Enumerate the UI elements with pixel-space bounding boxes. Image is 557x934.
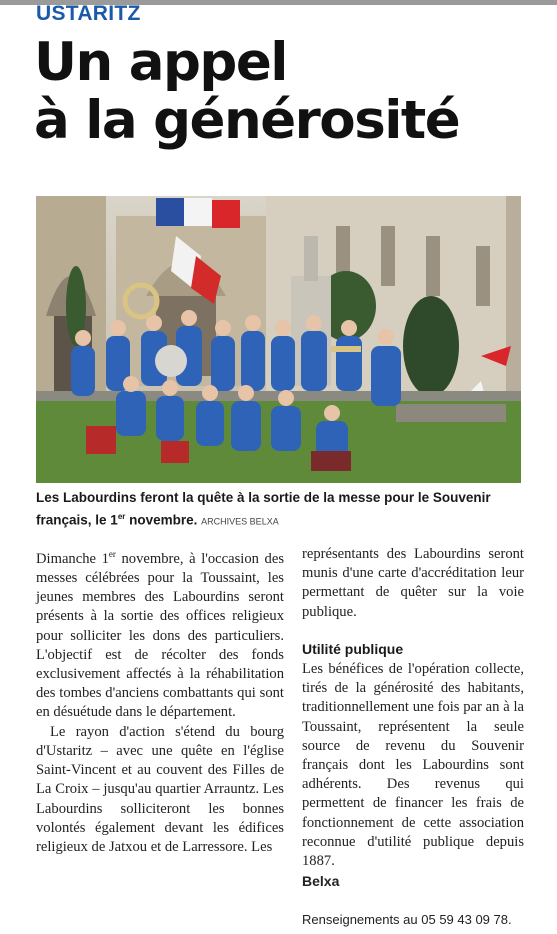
caption-text-end: novembre. bbox=[125, 512, 198, 528]
headline bbox=[34, 34, 534, 150]
p1-start: Dimanche 1 bbox=[36, 550, 109, 567]
subheading: Utilité publique bbox=[302, 640, 404, 657]
headline-line-2: à la générosité bbox=[34, 90, 460, 151]
paragraph-2: Le rayon d'action s'étend du bourg d'Ustaritz – avec une quête en l'église Saint-Vincent et au couvent des Filles de La Croix – jusqu'au quartier Arrauntz. Les Labourdins solliciteront les bonnes volontés également devant les édifices religieux de Jatxou et de Larressore. Les bbox=[36, 723, 284, 855]
p1-rest: novembre, à l'occasion des messes célébrées pour la Toussaint, les jeunes membres des Labourdins seront présents à la sortie des offices religieux pour solliciter les dons des particuliers. L'objectif est de récolter des fonds exclusivement affectés à la réhabilitation des tombes d'anciens combattants qui sont en désuétude dans le département. bbox=[36, 550, 284, 721]
paragraph-4: Les bénéfices de l'opération collecte, tirés de la générosité des habitants, traditionnellement une fois par an à la Toussaint, représentent la seule source de revenu du Souvenir français dont les Labourdins sont adhérents. Des revenus qui permettent de financer les frais de fonctionnement de cette association reconnue d'utilité publique depuis 1887. bbox=[302, 661, 524, 870]
photo-caption bbox=[36, 488, 526, 532]
caption-sup: er bbox=[117, 512, 126, 521]
article-column-right bbox=[302, 545, 524, 891]
p1-sup: er bbox=[108, 549, 116, 559]
caption-text: Les Labourdins feront la quête à la sortie de la messe pour le Souvenir français, le 1 bbox=[36, 490, 491, 528]
paragraph-1 bbox=[36, 545, 284, 723]
group-photo bbox=[36, 196, 521, 483]
headline-line-1: Un appel bbox=[34, 32, 287, 93]
photo-credit: ARCHIVES BELXA bbox=[201, 516, 279, 527]
author-signature: Belxa bbox=[302, 873, 340, 890]
group-photo-icon bbox=[36, 196, 521, 483]
article-column-left bbox=[36, 545, 284, 857]
section-label: USTARITZ bbox=[36, 2, 141, 25]
contact-info: Renseignements au 05 59 43 09 78. bbox=[302, 912, 512, 927]
paragraph-3: représentants des Labourdins seront munis d'une carte d'accréditation leur permettant de quêter sur la voie publique. bbox=[302, 546, 524, 620]
